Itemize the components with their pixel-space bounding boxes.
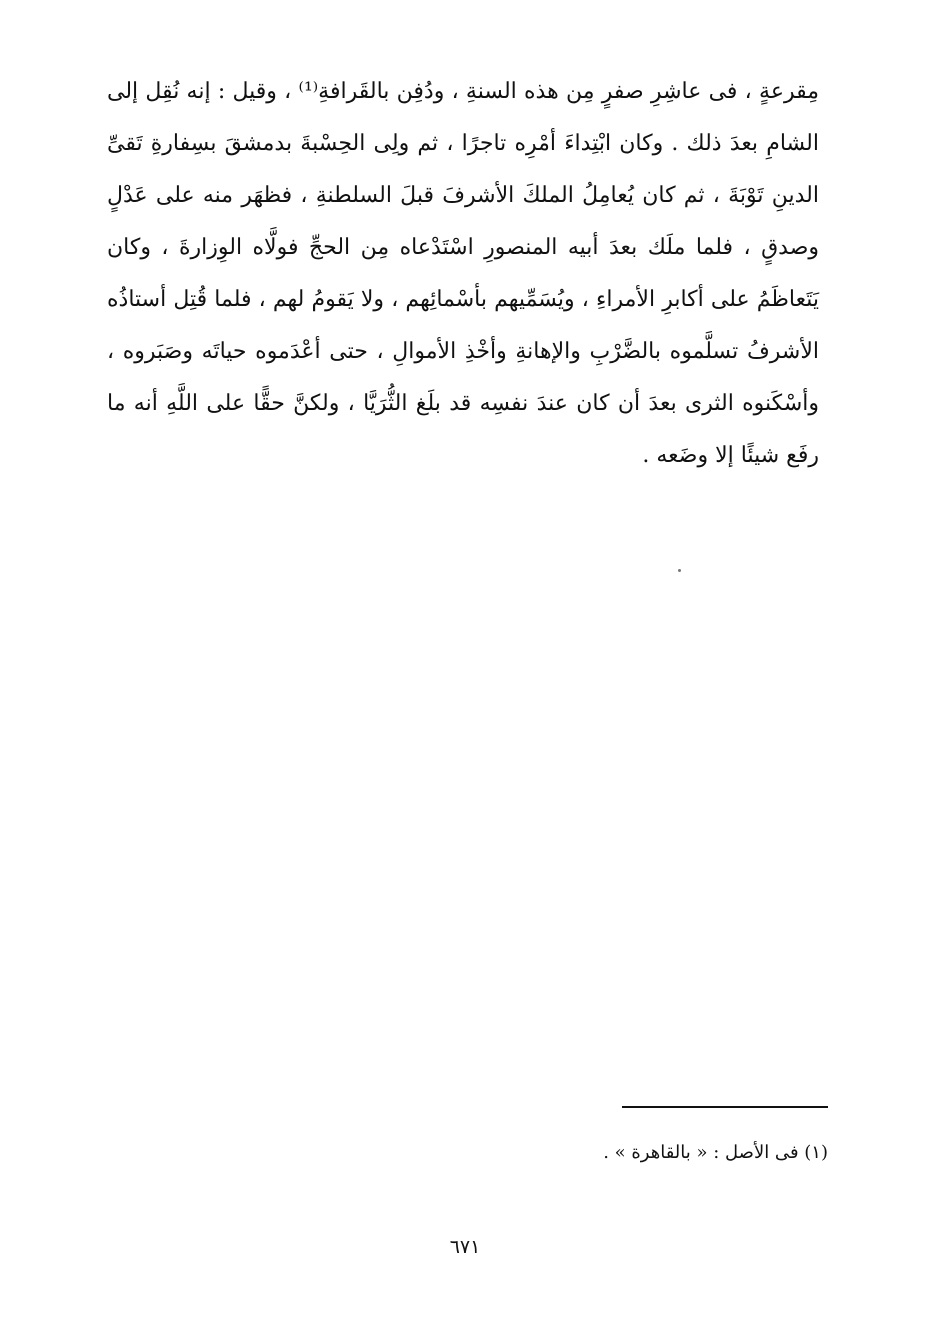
text-line-8: رفَع شيئًا إلا وضَعه .: [642, 443, 819, 468]
text-line-5: يَتَعاظَمُ على أكابرِ الأمراءِ ، ويُسَمِّيهم بأسْمائِهم ، ولا يَقومُ لهم ، فلما قُتِل أستاذُه: [107, 287, 819, 312]
page-number: ٦٧١: [449, 1236, 481, 1258]
footnote-separator: [622, 1106, 828, 1108]
text-line-7: وأسْكَنوه الثرى بعدَ أن كان عندَ نفسِه قد بلَغ الثُّرَيَّا ، ولكنَّ حقًّا على اللَّهِ أنه ما: [107, 391, 819, 416]
text-line-2: الشامِ بعدَ ذلك . وكان ابْتِداءَ أمْرِه تاجرًا ، ثم ولِى الحِسْبةَ بدمشقَ بسِفارةِ تَقىِّ: [107, 131, 819, 156]
main-paragraph: [107, 66, 819, 482]
text-line-6: الأشرفُ تسلَّموه بالضَّرْبِ والإهانةِ وأخْذِ الأموالِ ، حتى أعْدَموه حياتَه وصَبَروه ،: [107, 339, 820, 364]
footnote: (١) فى الأصل : « بالقاهرة » .: [603, 1142, 828, 1163]
text-line-4: وصدقٍ ، فلما ملَك بعدَ أبيه المنصورِ اسْتَدْعاه مِن الحجِّ فولَّاه الوِزارةَ ، وكان: [107, 235, 819, 260]
text-line-1: مِقرعةٍ ، فى عاشِرِ صفرٍ مِن هذه السنةِ ، ودُفِن بالقَرافةِ⁽¹⁾ ، وقيل : إنه نُقِل إلى: [107, 79, 819, 104]
text-line-3: الدينِ تَوْبَةَ ، ثم كان يُعامِلُ الملكَ الأشرفَ قبلَ السلطنةِ ، فظهَر منه على عَدْلٍ: [107, 183, 819, 208]
scan-speck: [678, 569, 681, 572]
